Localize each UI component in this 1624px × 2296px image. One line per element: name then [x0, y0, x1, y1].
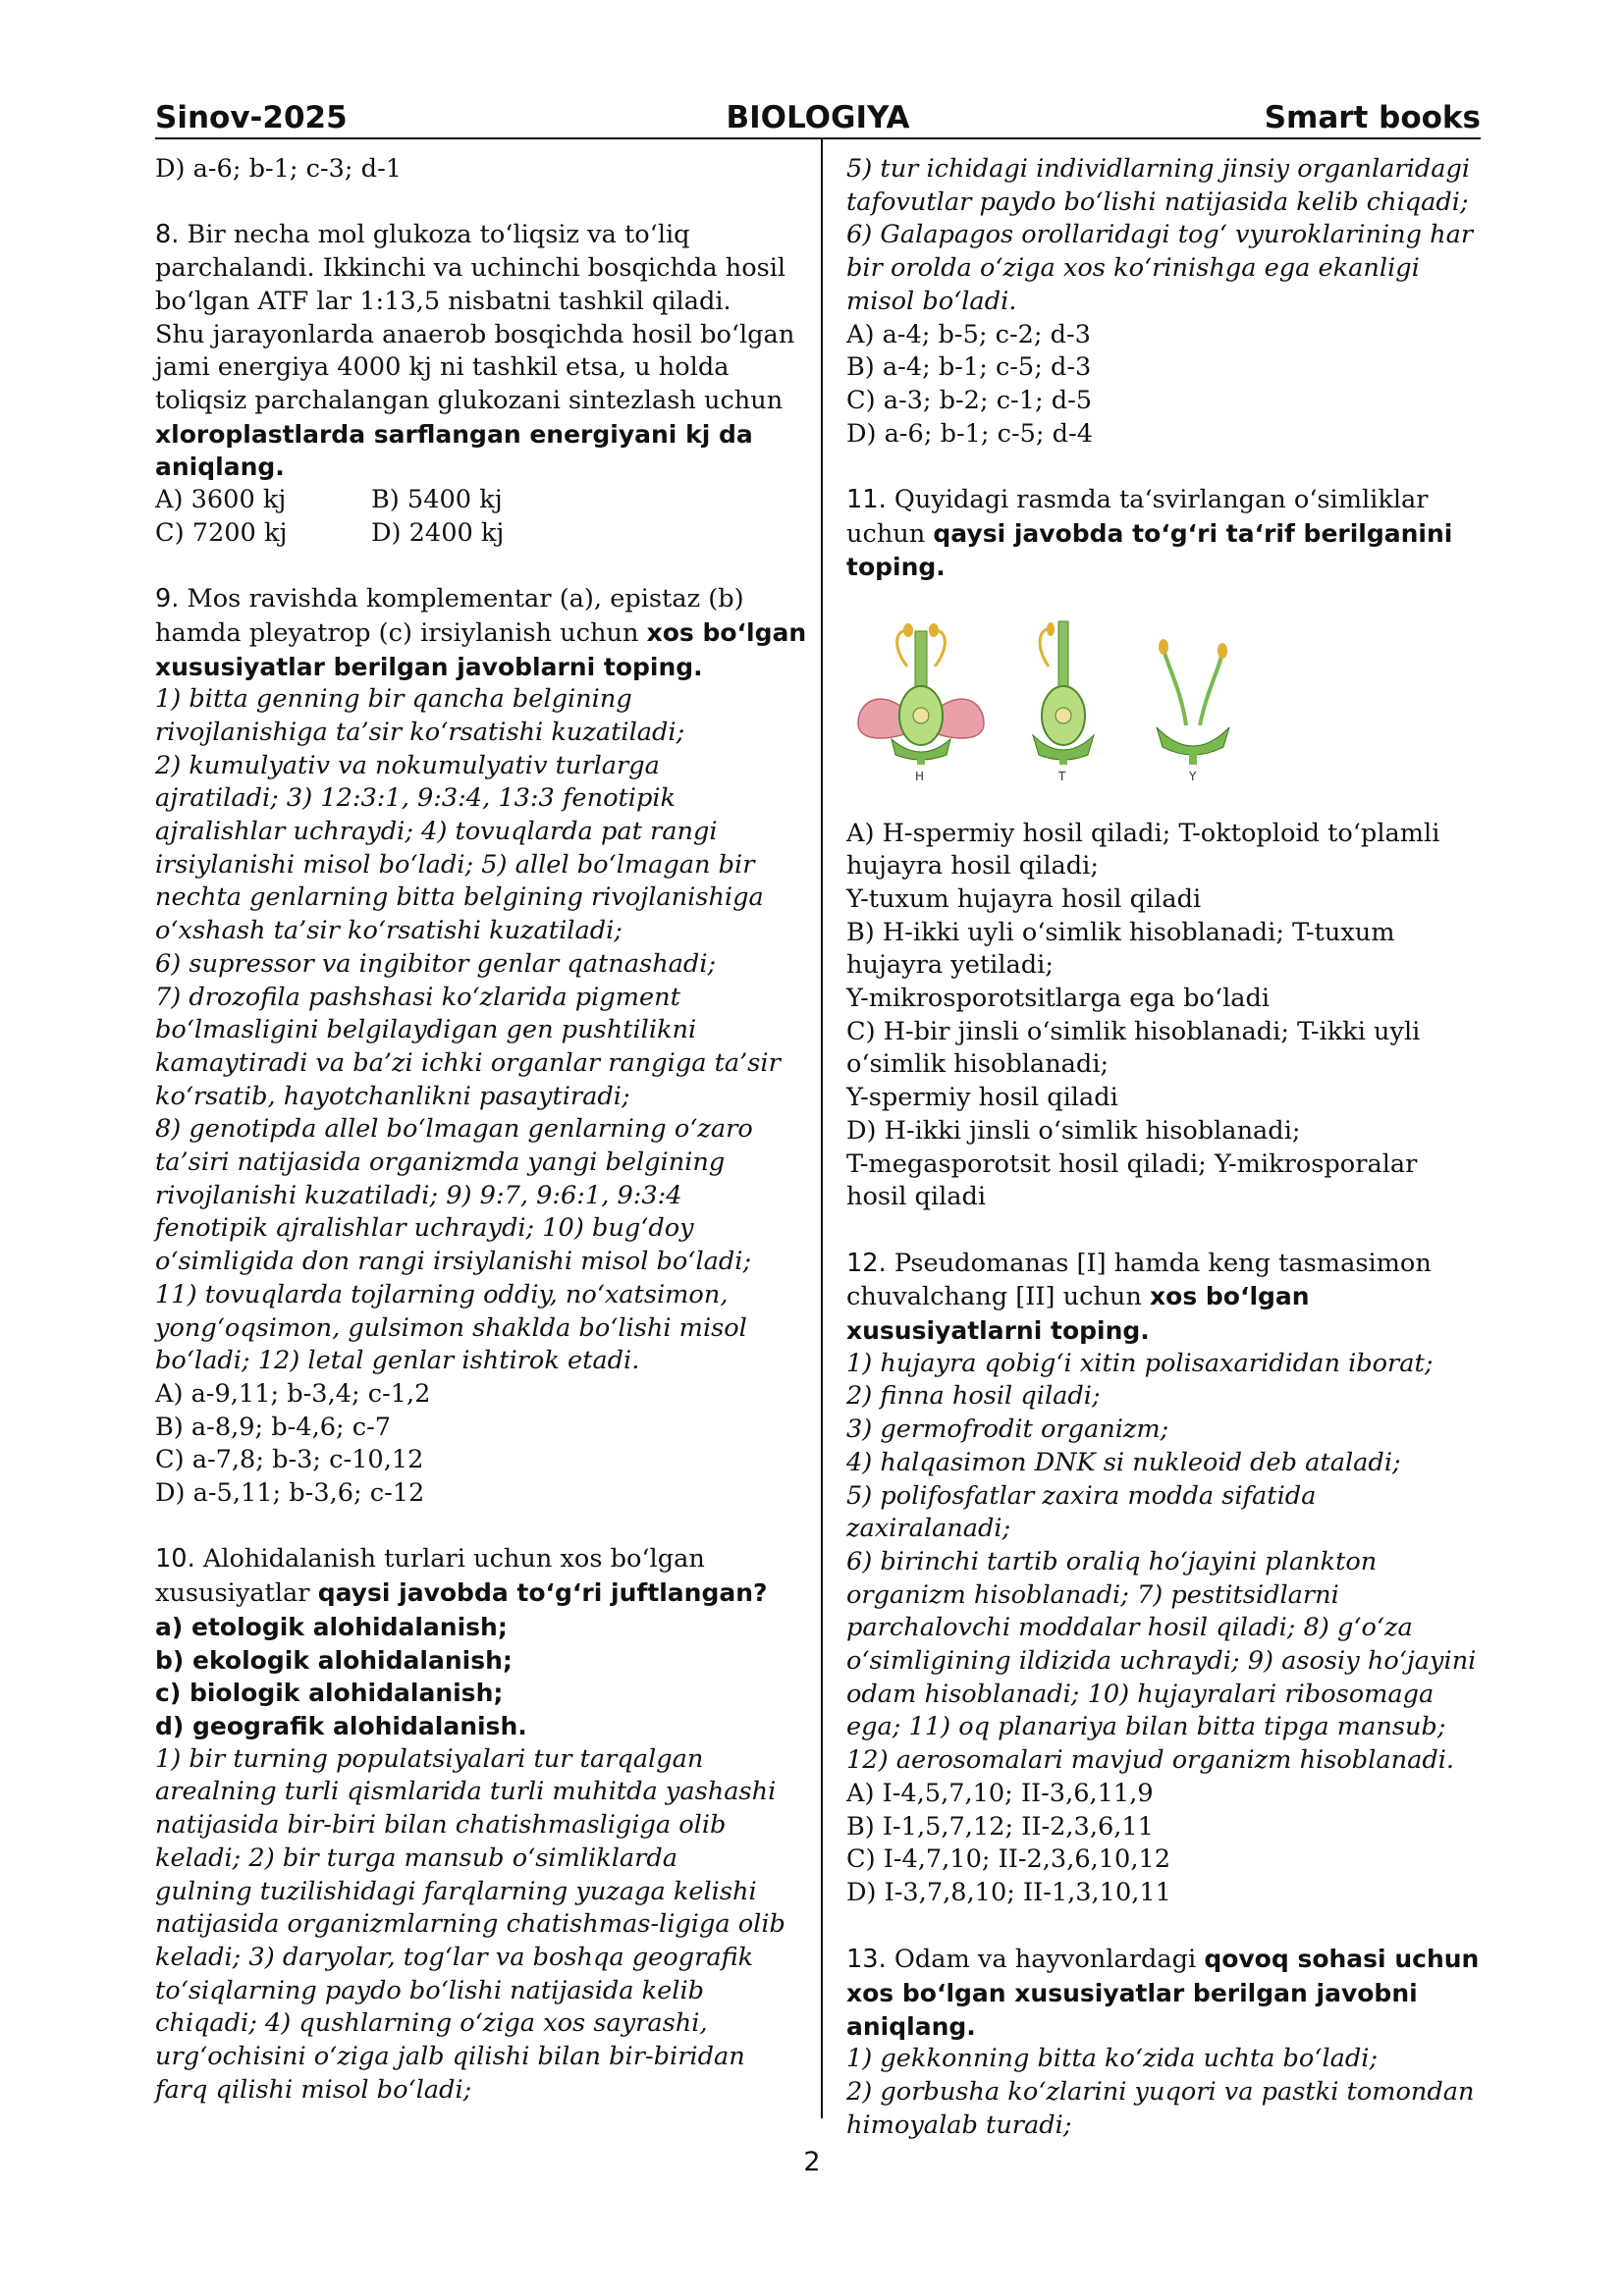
answer-text: T-megasporotsit hosil qiladi; Y-mikrosporalar [846, 1148, 1418, 1179]
question-prompt: toping. [846, 553, 946, 582]
statement: ko‘rsatib, hayotchanlikni pasaytiradi; [155, 1081, 630, 1111]
question-text: Mos ravishda komplementar (a), epistaz (b) [179, 584, 744, 614]
figure-label-t: T [1058, 769, 1066, 783]
statement: 2) finna hosil qiladi; [846, 1381, 1101, 1412]
question-text: chuvalchang [II] uchun [846, 1282, 1151, 1312]
statement: keladi; 2) bir turga mansub o‘simliklarda [155, 1842, 678, 1873]
column-divider [821, 137, 823, 2118]
figure-label-h: H [915, 769, 925, 783]
statement: 6) birinchi tartib oraliq ho‘jayini plankton [846, 1546, 1378, 1576]
answer-d: D) a-6; b-1; c-5; d-4 [846, 418, 1094, 449]
question-prompt: xos bo‘lgan [1150, 1282, 1310, 1311]
statement: 12) aerosomalari mavjud organizm hisoblanadi. [846, 1745, 1455, 1776]
statement: ajralishlar uchraydi; 4) tovuqlarda pat rangi [155, 817, 718, 847]
statement: tafovutlar paydo bo‘lishi natijasida kelib chiqadi; [846, 187, 1469, 217]
answer-text: o‘simlik hisoblanadi; [846, 1049, 1110, 1080]
page-header [155, 98, 1481, 139]
answer-a: A) H-spermiy hosil qiladi; T-oktoploid to‘plamli [846, 818, 1440, 848]
question-text: uchun [846, 518, 934, 549]
statement-list [155, 1743, 803, 2108]
header-subject: BIOLOGIYA [726, 100, 910, 135]
question-prompt: qaysi javobda to‘g‘ri ta‘rif berilganini [933, 518, 1453, 548]
answer-d: D) 2400 kj [371, 517, 505, 548]
answer-text: Y-tuxum hujayra hosil qiladi [846, 883, 1202, 914]
flower-h [858, 623, 984, 765]
question-number: 11. [846, 485, 887, 515]
question-prompt: aniqlang. [846, 2011, 976, 2041]
statement: ta’siri natijasida organizmda yangi belgining [155, 1148, 726, 1178]
statement: chiqadi; 4) qushlarning o‘ziga xos sayrashi, [155, 2008, 708, 2039]
statement: bir orolda o‘ziga xos ko‘rinishga ega ekanligi [846, 253, 1420, 284]
question-prompt: qaysi javobda to‘g‘ri juftlangan? [317, 1578, 768, 1608]
statement: bo‘lmasligini belgilaydigan gen pushtilikni [155, 1015, 697, 1045]
statement-list [846, 153, 1494, 319]
statement: 6) Galapagos orollaridagi tog‘ vyuroklarining har [846, 220, 1474, 250]
flower-diagram [852, 617, 1265, 784]
answer-b: B) 5400 kj [371, 485, 503, 515]
statement: o‘simligining ildizida uchraydi; 9) asosiy ho‘jayini [846, 1646, 1477, 1677]
question-number: 12. [846, 1248, 887, 1278]
answer-c: C) a-7,8; b-3; c-10,12 [155, 1445, 424, 1475]
statement: 4) halqasimon DNK si nukleoid deb ataladi; [846, 1447, 1401, 1477]
statement: 1) bitta genning bir qancha belgining [155, 684, 632, 715]
question-number: 10. [155, 1544, 195, 1575]
question-text: Shu jarayonlarda anaerob bosqichda hosil bo‘lgan [155, 319, 795, 349]
header-right: Smart books [1264, 100, 1481, 135]
answer-a: A) a-4; b-5; c-2; d-3 [846, 319, 1091, 349]
answer-c: C) 7200 kj [155, 517, 288, 548]
statement-list [846, 1348, 1494, 1778]
question-number: 9. [155, 584, 180, 614]
statement: arealning turli qismlarida turli muhitda yashashi [155, 1777, 777, 1807]
statement: rivojlanishiga ta’sir ko‘rsatishi kuzatiladi; [155, 717, 685, 747]
statement: ajratiladi; 3) 12:3:1, 9:3:4, 13:3 fenotipik [155, 783, 677, 814]
statement: 6) supressor va ingibitor genlar qatnashadi; [155, 948, 717, 979]
answer-d: D) a-5,11; b-3,6; c-12 [155, 1478, 425, 1509]
statement: fenotipik ajralishlar uchraydi; 10) bug‘doy [155, 1213, 694, 1244]
question-prompt: qovoq sohasi uchun [1204, 1945, 1480, 1974]
question-text: xususiyatlar [155, 1578, 318, 1609]
statement: 2) kumulyativ va nokumulyativ turlarga [155, 750, 660, 780]
question-text: Pseudomanas [I] hamda keng tasmasimon [886, 1248, 1432, 1278]
question-text: Alohidalanish turlari uchun xos bo‘lgan [194, 1544, 705, 1575]
answer-text: hujayra yetiladi; [846, 950, 1054, 981]
figure-label-y: Y [1189, 769, 1197, 783]
statement: yong‘oqsimon, gulsimon shaklda bo‘lishi misol [155, 1312, 747, 1343]
statement: nechta genlarning bitta belgining rivojlanishiga [155, 882, 764, 913]
category-d: d) geografik alohidalanish. [155, 1712, 527, 1740]
question-text: jami energiya 4000 kj ni tashkil etsa, u holda [155, 352, 730, 383]
question-text: Bir necha mol glukoza to‘liqsiz va to‘liq [179, 220, 690, 250]
statement-list [155, 683, 803, 1378]
answer-c: C) a-3; b-2; c-1; d-5 [846, 385, 1093, 415]
statement: o‘xshash ta’sir ko‘rsatishi kuzatiladi; [155, 916, 623, 946]
statement: 7) drozofila pashshasi ko‘zlarida pigment [155, 982, 680, 1012]
statement: irsiylanishi misol bo‘ladi; 5) allel bo‘lmagan bir [155, 849, 755, 880]
flower-y [1157, 639, 1229, 765]
question-prompt: xususiyatlar berilgan javoblarni toping. [155, 652, 703, 681]
left-column [155, 153, 807, 2107]
statement: organizm hisoblanadi; 7) pestitsidlarni [846, 1579, 1339, 1610]
statement: bo‘ladi; 12) letal genlar ishtirok etadi. [155, 1346, 640, 1376]
statement: keladi; 3) daryolar, tog‘lar va boshqa geografik [155, 1942, 754, 1972]
question-text: Quyidagi rasmda ta‘svirlangan o‘simliklar [886, 485, 1429, 515]
statement: 1) gekkonning bitta ko‘zida uchta bo‘ladi; [846, 2044, 1379, 2074]
statement: misol bo‘ladi. [846, 286, 1017, 316]
page-number: 2 [803, 2147, 821, 2177]
statement: ega; 11) oq planariya bilan bitta tipga mansub; [846, 1712, 1446, 1742]
statement: himoyalab turadi; [846, 2109, 1072, 2140]
statement-list [846, 2043, 1494, 2142]
prev-answer-d: D) a-6; b-1; c-3; d-1 [155, 154, 403, 184]
question-prompt: xos bo‘lgan [646, 617, 807, 647]
statement: parchalovchi moddalar hosil qiladi; 8) g‘o‘za [846, 1613, 1413, 1643]
question-text: Odam va hayvonlardagi [886, 1945, 1205, 1975]
statement: 11) tovuqlarda tojlarning oddiy, no‘xatsimon, [155, 1279, 729, 1309]
header-left: Sinov-2025 [155, 100, 348, 135]
question-text: hamda pleyatrop (c) irsiylanish uchun [155, 617, 647, 648]
answer-b: B) I-1,5,7,12; II-2,3,6,11 [846, 1811, 1154, 1842]
statement: zaxiralanadi; [846, 1514, 1011, 1544]
statement: gulning tuzilishidagi farqlarning yuzaga kelishi [155, 1876, 757, 1906]
answer-c: C) H-bir jinsli o‘simlik hisoblanadi; T-ikki uyli [846, 1016, 1421, 1046]
statement: kamaytiradi va ba’zi ichki organlar rangiga ta’sir [155, 1047, 781, 1078]
category-c: c) biologik alohidalanish; [155, 1679, 504, 1708]
statement: 5) polifosfatlar zaxira modda sifatida [846, 1480, 1317, 1511]
right-column [846, 153, 1494, 2143]
question-10 [155, 1543, 803, 2107]
question-prompt: xloroplastlarda sarflangan energiyani kj da [155, 419, 753, 449]
question-13 [846, 1943, 1494, 2142]
question-text: bo‘lgan ATF lar 1:13,5 nisbatni tashkil qiladi. [155, 286, 731, 316]
question-prompt: aniqlang. [155, 453, 285, 482]
statement: 2) gorbusha ko‘zlarini yuqori va pastki tomondan [846, 2077, 1475, 2108]
statement: 3) germofrodit organizm; [846, 1415, 1169, 1445]
statement: natijasida organizmlarning chatishmas-ligiga olib [155, 1909, 785, 1940]
answer-text: Y-mikrosporotsitlarga ega bo‘ladi [846, 984, 1271, 1014]
statement: odam hisoblanadi; 10) hujayralari ribosomaga [846, 1679, 1435, 1709]
answer-d: D) H-ikki jinsli o‘simlik hisoblanadi; [846, 1115, 1301, 1146]
answer-d: D) I-3,7,8,10; II-1,3,10,11 [846, 1877, 1171, 1907]
statement: 5) tur ichidagi individlarning jinsiy organlaridagi [846, 154, 1471, 184]
statement: 1) hujayra qobig‘i xitin polisaxarididan iborat; [846, 1348, 1434, 1378]
statement: 8) genotipda allel bo‘lmagan genlarning o‘zaro [155, 1114, 753, 1145]
statement: o‘simligida don rangi irsiylanishi misol bo‘ladi; [155, 1247, 752, 1277]
answer-text: Y-spermiy hosil qiladi [846, 1083, 1118, 1113]
statement: natijasida bir-biri bilan chatishmasligiga olib [155, 1810, 727, 1841]
category-a: a) etologik alohidalanish; [155, 1612, 508, 1641]
statement: to‘siqlarning paydo bo‘lishi natijasida kelib [155, 1975, 705, 2005]
statement: farq qilishi misol bo‘ladi; [155, 2074, 472, 2105]
question-prompt: xususiyatlarni toping. [846, 1316, 1150, 1346]
statement: 1) bir turning populatsiyalari tur tarqalgan [155, 1743, 704, 1774]
question-prompt: xos bo‘lgan xususiyatlar berilgan javobni [846, 1979, 1418, 2008]
category-b: b) ekologik alohidalanish; [155, 1645, 513, 1675]
question-11 [846, 484, 1494, 1214]
question-12 [846, 1248, 1494, 1910]
answer-a: A) 3600 kj [155, 485, 287, 515]
answer-a: A) a-9,11; b-3,4; c-1,2 [155, 1378, 431, 1409]
flower-figure [846, 617, 1494, 784]
answer-b: B) a-8,9; b-4,6; c-7 [155, 1412, 392, 1442]
statement: rivojlanishi kuzatiladi; 9) 9:7, 9:6:1, 9:3:4 [155, 1180, 682, 1210]
question-text: parchalandi. Ikkinchi va uchinchi bosqichda hosil [155, 253, 786, 284]
answer-a: A) I-4,5,7,10; II-3,6,11,9 [846, 1778, 1154, 1808]
answer-text: hosil qiladi [846, 1182, 987, 1212]
answer-text: hujayra hosil qiladi; [846, 851, 1099, 881]
answer-b: B) H-ikki uyli o‘simlik hisoblanadi; T-tuxum [846, 917, 1395, 947]
statement: urg‘ochisini o‘ziga jalb qilishi bilan bir-biridan [155, 2042, 745, 2072]
answer-c: C) I-4,7,10; II-2,3,6,10,12 [846, 1844, 1171, 1875]
question-number: 13. [846, 1945, 887, 1975]
question-text: toliqsiz parchalangan glukozani sintezlash uchun [155, 385, 784, 415]
question-9 [155, 583, 807, 1511]
question-number: 8. [155, 220, 180, 250]
question-8 [155, 219, 803, 550]
flower-t [1033, 621, 1094, 765]
answer-b: B) a-4; b-1; c-5; d-3 [846, 352, 1092, 383]
